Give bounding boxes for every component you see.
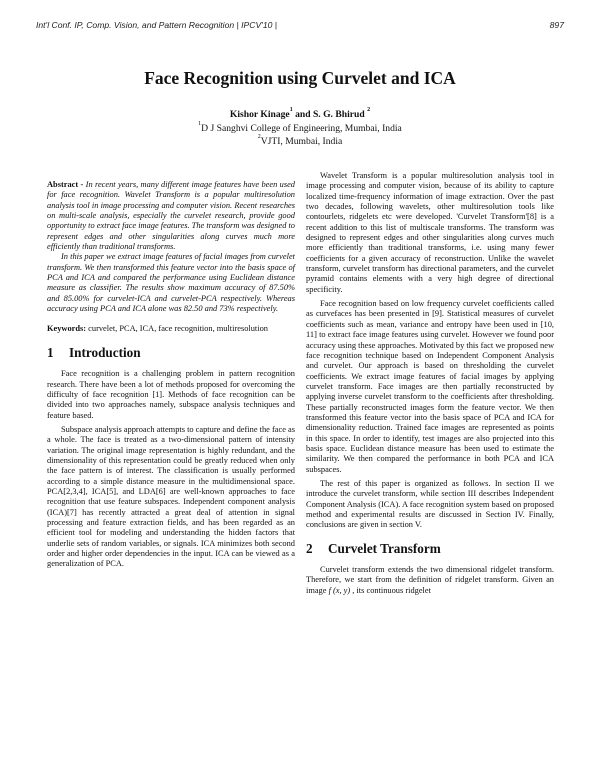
section-1-heading bbox=[47, 344, 295, 360]
intro-paragraph-2: Subspace analysis approach attempts to capture and define the face as a whole. The face is treated as a two-dimensional pattern of intensity variation. The original image representation is highly redundant, and the dimensionality of this representation could be greatly reduced when only the face pattern is of interest. The classification is usually performed according to a simple distance measure in the multidimensional space. PCA[2,3,4], ICA[5], and LDA[6] are well-known approaches to face recognition that use feature subspaces. Independent component analysis (ICA)[7] has recently attracted a great deal of attention in signal processing and feature extraction fields, and has been regarded as an efficient tool for modeling and understanding the hidden factors that underlie sets of random variables, or signals. ICA minimizes both second order and higher order dependencies in the input. ICA can be viewed as a generalization of PCA. bbox=[47, 424, 295, 569]
curvelet-paragraph-1 bbox=[306, 565, 554, 596]
author-2-mark: 2 bbox=[367, 107, 371, 113]
affiliation-2-text: VJTI, Mumbai, India bbox=[260, 136, 343, 147]
affiliation-1-mark: 1 bbox=[198, 121, 202, 127]
abstract-paragraph-2: In this paper we extract image features of facial images from curvelet transform. We then transformed this feature vector into the basis space of PCA and ICA and compared the performance using Euclidean distance measure as classifier. The results show maximum accuracy of 87.50% and 85.00% for curvelet-ICA and curvelet-PCA respectively. Whereas accuracy using PCA and ICA alone was 82.50 and 73% respectively. bbox=[47, 252, 295, 314]
abstract-label: Abstract - bbox=[47, 180, 84, 189]
header-conference: Int'l Conf. IP, Comp. Vision, and Pattern Recognition | IPCV'10 | bbox=[36, 20, 278, 30]
intro-paragraph-5: The rest of this paper is organized as follows. In section II we introduce the curvelet transform, while section III describes Independent Component Analysis (ICA). A face recognition system based on proposed method and experimental results are discussed in Section IV. Finally, conclusions are given in section V. bbox=[306, 478, 554, 530]
section-2-title: Curvelet Transform bbox=[328, 540, 441, 556]
paper-title: Face Recognition using Curvelet and ICA bbox=[144, 68, 456, 88]
curvelet-text-start: Curvelet transform extends the two dimensional ridgelet transform. Therefore, we start from the definition of ridgelet transform. Given an image bbox=[306, 565, 554, 595]
author-line bbox=[0, 109, 600, 120]
affiliation-1-text: D J Sanghvi College of Engineering, Mumbai, India bbox=[201, 123, 402, 134]
author-and: and bbox=[292, 109, 313, 120]
author-1: Kishor Kinage bbox=[229, 109, 290, 120]
section-1-title: Introduction bbox=[69, 344, 141, 360]
intro-paragraph-4: Face recognition based on low frequency curvelet coefficients called as curvefaces has been presented in [9]. Statistical measures of curvelet coefficients such as mean, variance and entropy have been used in [10, 11] to extract face image features using curvelet. However we found poor accuracy using these approaches. Motivated by this fact we proposed new face recognition technique based on Independent Component Analysis and curvelet. Our approach is based on thresholding the curvelet coefficients. We extract image features of facial images by applying curvelet transform. Face images are then partially reconstructed by applying inverse curvelet transform to the coefficients after thresholding. These partially reconstructed images form the feature vector. We then transformed this feature vector into the basis space of PCA and ICA for dimensionality reduction. Trained face images are represented as points in this space. In order to identify, test images are also projected into this basis space. Euclidean distance measure has been used to estimate the similarity. We then compared the performance in both PCA and ICA subspaces. bbox=[306, 299, 554, 474]
keywords-text: curvelet, PCA, ICA, face recognition, multiresolution bbox=[86, 324, 268, 334]
abstract-text-1: In recent years, many different image features have been used for face recognition. Wavelet Transform is a popular multiresolution analysis tool in image processing and computer vision. Recent researches on multi-scale analysis, especially the curvelet research, provide good opportunity to extract face image features. The transform was designed to represent edges and other singularities along curves much more efficiently than traditional transforms. bbox=[47, 180, 295, 252]
running-header bbox=[36, 20, 564, 34]
affiliation-2-mark: 2 bbox=[257, 134, 261, 140]
curvelet-text-end: , its continuous ridgelet bbox=[350, 585, 431, 595]
right-column bbox=[306, 171, 554, 596]
section-2-heading bbox=[306, 540, 554, 556]
header-page-number: 897 bbox=[549, 20, 564, 30]
intro-paragraph-1: Face recognition is a challenging problem in pattern recognition research. There have been a lot of methods proposed for overcoming the difficulty of face recognition [1]. Methods of face recognition can be divided into two approaches namely, subspace analysis techniques and feature based. bbox=[47, 369, 295, 420]
affiliation-2 bbox=[0, 136, 600, 147]
intro-paragraph-3: Wavelet Transform is a popular multiresolution analysis tool in image processing and computer vision, because of its ability to capture localized time-frequency information of image extraction. Over the past two decades, following wavelets, other multiresolution tools like contourlets, ridgelets etc were developed. 'Curvelet Transform'[8] is a recent addition to this list of multiscale transforms. The transform was designed to represent edges and other singularities along curves much more efficiently than traditional transforms, i.e. using many fewer coefficients for a given accuracy of reconstruction. Unlike the wavelet transform, curvelet transform has directional parameters, and the curvelet pyramid contains elements with a very high degree of directional specificity. bbox=[306, 171, 554, 294]
keywords bbox=[47, 324, 295, 334]
author-2: S. G. Bhirud bbox=[312, 109, 365, 120]
author-1-mark: 1 bbox=[289, 107, 293, 113]
affiliation-1 bbox=[0, 123, 600, 134]
section-2-number: 2 bbox=[306, 540, 313, 556]
left-column bbox=[47, 180, 295, 570]
keywords-label: Keywords: bbox=[47, 324, 87, 334]
abstract-paragraph-1 bbox=[47, 180, 295, 252]
section-1-number: 1 bbox=[47, 344, 54, 360]
image-function: f (x, y) bbox=[328, 585, 351, 595]
